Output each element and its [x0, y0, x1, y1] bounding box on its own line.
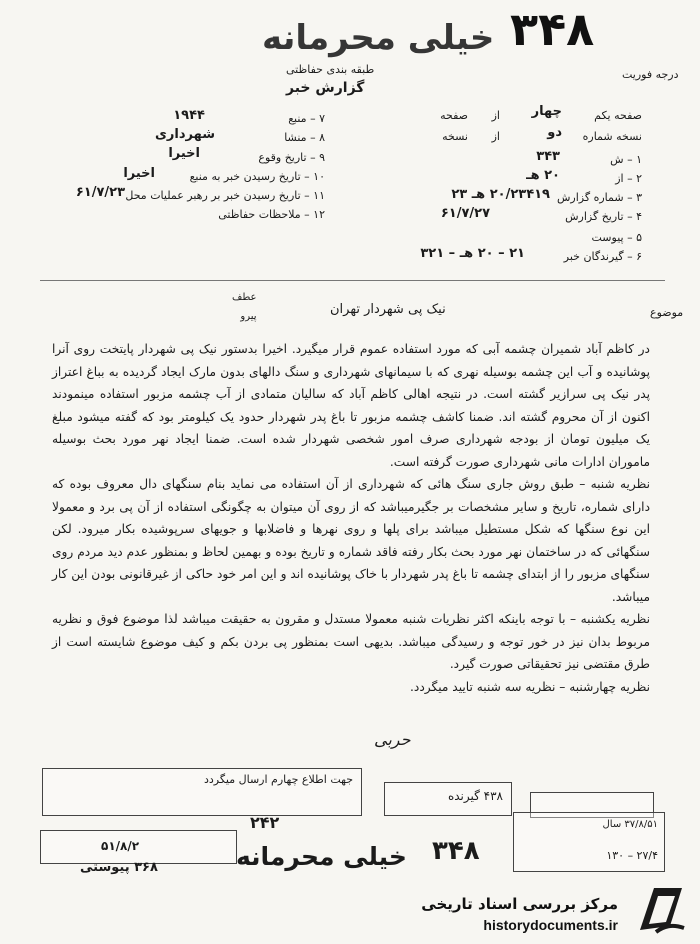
routing-stamp-text: جهت اطلاع چهارم ارسال میگردد	[203, 773, 353, 786]
recipients-label: ۶ – گیرندگان خبر	[563, 250, 642, 263]
page-count-value: چهار	[531, 104, 562, 119]
field-1-label: ۱ – ش	[610, 153, 642, 166]
reference-note	[232, 292, 257, 322]
field-1-value: ۳۴۳	[536, 149, 560, 164]
classification-stamp: خیلی محرمانه	[262, 18, 495, 58]
attachment-stamp-text: ۳۶۸ پیوستی	[80, 860, 158, 875]
page-count-label: صفحه یکم	[594, 109, 642, 122]
subject-text: نیک پی شهردار تهران	[330, 302, 446, 317]
event-date-value: اخیرا	[168, 146, 200, 161]
copy-number-label: نسخه شماره	[582, 130, 642, 143]
copy-number-suffix: نسخه	[442, 130, 468, 143]
body-paragraph: نظریه شنبه – طبق روش جاری سنگ هائی که شهرداری از آن استفاده می نماید بنام سنگهای دال معروف بوده که دارای شماره، تاریخ و سایر مشخصات بر جگیرمیباشد که از روی آن میتوان به چگونگی استفاده از آن پی برد و معمولا این نوع سنگها که شکل مستطیل میباشد برای پلها و روی نهرها و فاضلابها و جویهای سرپوشیده بکار میرود. لکن سنگهائی که در ساختمان نهر مورد بحث بکار رفته فاقد شماره و تاریخ بوده و بهمین لحاظ و بمنظور عدم دید مردم روی سنگهای مزبور را از ابتدای چشمه تا باغ پدر شهردار با خاک پوشانیده اند و این امر خود حاکی از غیرقانونی بودن این کار میباشد.	[52, 477, 650, 604]
bottom-classification-stamp: خیلی محرمانه	[236, 842, 407, 871]
copy-number-mid: از	[491, 130, 500, 143]
source-value: ۱۹۴۴	[173, 108, 205, 123]
bottom-number: ۲۴۲	[250, 813, 280, 832]
source-received-value: اخیرا	[123, 166, 155, 181]
page-count-mid: از	[491, 109, 500, 122]
priority-label: درجه فوریت	[622, 68, 679, 81]
origin-value: شهرداری	[155, 127, 215, 142]
archive-stamp	[513, 812, 665, 872]
recipient-stamp	[384, 782, 512, 816]
recipient-stamp-text: ۴۳۸ گیرنده	[447, 789, 503, 803]
security-notes-label: ۱۲ – ملاحظات حفاظتی	[218, 208, 325, 221]
operation-received-label: ۱۱ – تاریخ رسیدن خبر بر رهبر عملیات محل	[125, 189, 325, 202]
field-2-label: ۲ – از	[615, 172, 642, 185]
source-label: ۷ – منبع	[288, 112, 325, 125]
body-paragraph: در کاظم آباد شمیران چشمه آبی که مورد استفاده عموم قرار میگیرد. اخیرا بدستور نیک پی شهردار پایتخت روی آنرا پوشانیده و آب این چشمه بوسیله نهری که با سیمانهای شهرداری و سنگ دالهای بدون مارک ایجاد گردیده به بباغ اعتراز پدر نیک پی سرازیر گشته است. در نتیجه اهالی کاظم آباد که سالیان متمادی از آب چشمه مزبور استفاده مینمودند اکنون از آن محروم گشته اند. ضمنا کاشف چشمه مزبور تا باغ پدر شهردار حدود یک کیلومتر بود که گفته میشود مبلغ یک میلیون تومان از بودجه شهرداری صرف امور شخصی شهردار شده است. ضمنا ایجاد نهر مورد بحث بوسیله ماموران ادارات مانی شهرداری صورت گرفته است.	[52, 342, 650, 469]
recipients-value: ۲۱ – ۲۰ هـ – ۳۲۱	[420, 246, 525, 261]
routing-stamp	[42, 768, 362, 816]
archive-watermark-title: مرکز بررسی اسناد تاریخی	[421, 895, 618, 913]
report-body	[52, 338, 650, 698]
section-divider	[40, 280, 665, 281]
body-paragraph: نظریه چهارشنبه – نظریه سه شنبه تایید میگردد.	[410, 679, 650, 694]
signature-mark: حربی	[374, 730, 411, 749]
body-paragraph: نظریه یکشنبه – با توجه باینکه اکثر نظریات شنبه معمولا مستدل و مقرون به حقیقت میباشد لذا موضوع فوق و نظریه مربوط بدان نیز در خور توجه و رسیدگی میباشد. بدیهی است بمنظور پی بردن بکم و کیف موضوع شایسته است از طرق مقتضی نیز تحقیقاتی صورت گیرد.	[52, 612, 650, 671]
date-stamp	[40, 830, 237, 864]
event-date-label: ۹ – تاریخ وقوع	[258, 151, 325, 164]
archive-stamp-number: ۱۳۰ – ۲۷/۴	[606, 849, 658, 862]
report-number-value: ۲۰/۲۳۴۱۹ هـ ۲۳	[451, 187, 550, 202]
reference-label: عطف	[232, 292, 257, 303]
field-2-value: ۲۰ هـ	[526, 168, 560, 183]
bottom-number: ۳۴۸	[432, 836, 480, 866]
report-title: گزارش خبر	[286, 80, 365, 96]
following-label: پیرو	[240, 311, 257, 322]
page-count-suffix: صفحه	[440, 109, 468, 122]
report-date-value: ۶۱/۷/۲۷	[440, 206, 490, 221]
classification-label: طبقه بندی حفاظتی	[286, 63, 375, 76]
document-number: ۳۴۸	[510, 2, 595, 56]
archive-logo-icon	[632, 882, 692, 940]
archive-watermark-url: historydocuments.ir	[483, 917, 618, 933]
source-received-label: ۱۰ – تاریخ رسیدن خبر به منبع	[189, 170, 325, 183]
date-stamp-text: ۵۱/۸/۲	[101, 839, 140, 853]
operation-received-value: ۶۱/۷/۲۳	[75, 185, 125, 200]
copy-number-value: دو	[547, 125, 562, 140]
report-date-label: ۴ – تاریخ گزارش	[565, 210, 642, 223]
origin-label: ۸ – منشا	[284, 131, 325, 144]
archive-stamp-year: ۳۷/۸/۵۱ سال	[602, 819, 658, 830]
attachment-label: ۵ – پیوست	[591, 231, 642, 244]
subject-label: موضوع	[650, 306, 684, 319]
report-number-label: ۳ – شماره گزارش	[556, 191, 642, 204]
